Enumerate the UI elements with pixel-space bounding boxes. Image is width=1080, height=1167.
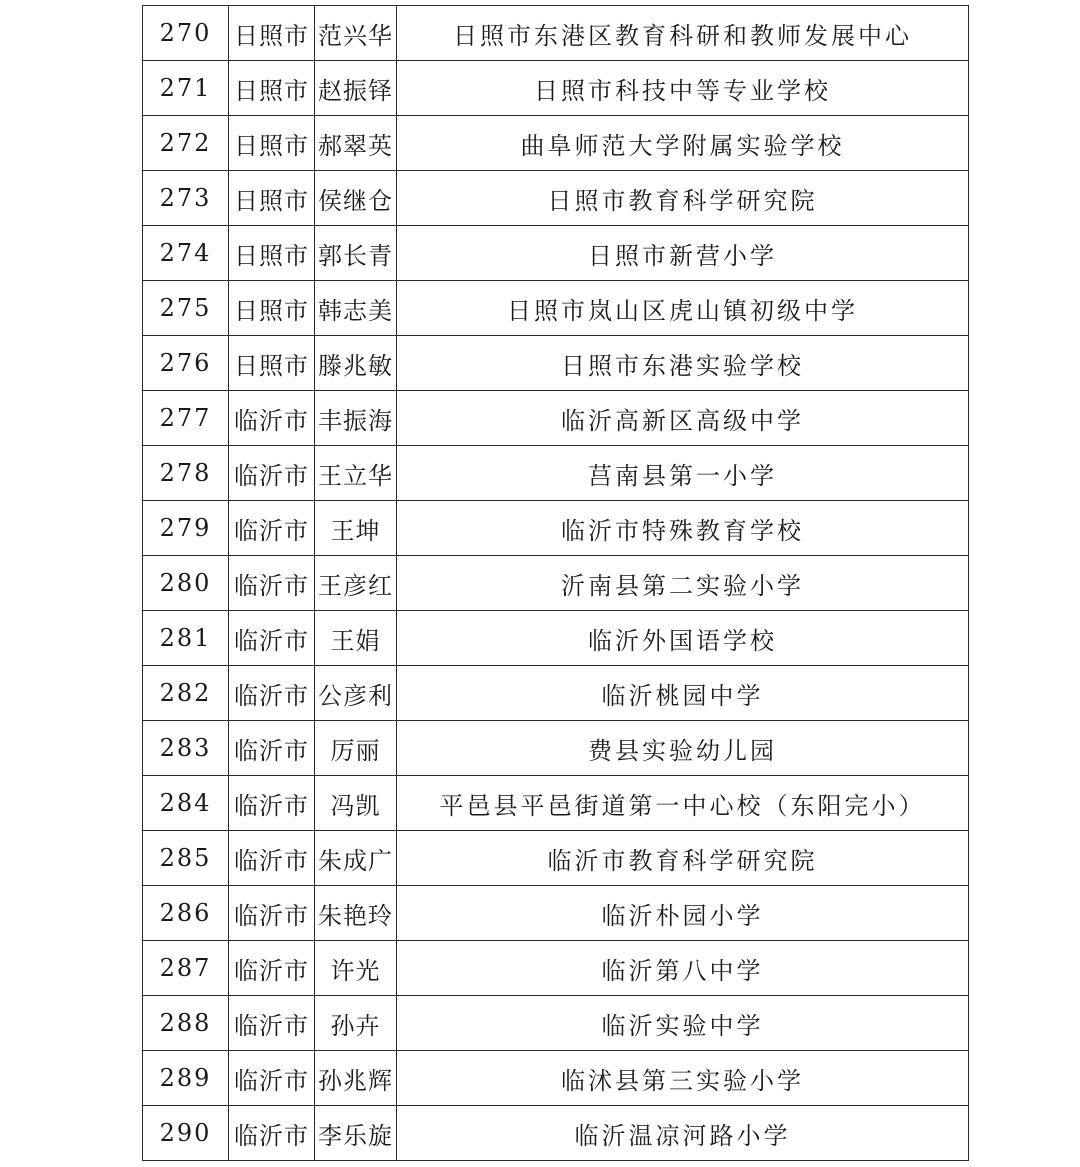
row-number-cell: 286 (143, 886, 229, 941)
row-number-cell: 270 (143, 6, 229, 61)
table-row (143, 226, 969, 281)
table-row (143, 336, 969, 391)
table-row (143, 391, 969, 446)
row-number-cell: 277 (143, 391, 229, 446)
organization-cell: 日照市东港区教育科研和教师发展中心 (397, 6, 969, 61)
organization-cell: 临沂外国语学校 (397, 611, 969, 666)
city-cell: 临沂市 (229, 721, 315, 776)
table-row (143, 171, 969, 226)
row-number-cell: 281 (143, 611, 229, 666)
organization-cell: 沂南县第二实验小学 (397, 556, 969, 611)
city-cell: 临沂市 (229, 446, 315, 501)
row-number-cell: 271 (143, 61, 229, 116)
table-row (143, 831, 969, 886)
teacher-list-table (142, 5, 969, 1161)
table-row (143, 501, 969, 556)
row-number-cell: 282 (143, 666, 229, 721)
row-number-cell: 276 (143, 336, 229, 391)
row-number-cell: 274 (143, 226, 229, 281)
teacher-name-cell: 赵振铎 (315, 61, 397, 116)
teacher-name-cell: 韩志美 (315, 281, 397, 336)
table-row (143, 116, 969, 171)
table-row (143, 996, 969, 1051)
organization-cell: 日照市教育科学研究院 (397, 171, 969, 226)
organization-cell: 临沂实验中学 (397, 996, 969, 1051)
city-cell: 临沂市 (229, 501, 315, 556)
row-number-cell: 285 (143, 831, 229, 886)
organization-cell: 临沂市教育科学研究院 (397, 831, 969, 886)
city-cell: 临沂市 (229, 996, 315, 1051)
table-row (143, 776, 969, 831)
row-number-cell: 275 (143, 281, 229, 336)
table-row (143, 721, 969, 776)
city-cell: 临沂市 (229, 1106, 315, 1161)
organization-cell: 曲阜师范大学附属实验学校 (397, 116, 969, 171)
city-cell: 临沂市 (229, 941, 315, 996)
table-row (143, 1106, 969, 1161)
city-cell: 临沂市 (229, 831, 315, 886)
organization-cell: 临沂温凉河路小学 (397, 1106, 969, 1161)
city-cell: 日照市 (229, 61, 315, 116)
table-body (143, 6, 969, 1161)
city-cell: 临沂市 (229, 611, 315, 666)
organization-cell: 临沂高新区高级中学 (397, 391, 969, 446)
table-row (143, 556, 969, 611)
city-cell: 日照市 (229, 116, 315, 171)
organization-cell: 费县实验幼儿园 (397, 721, 969, 776)
teacher-name-cell: 朱成广 (315, 831, 397, 886)
row-number-cell: 280 (143, 556, 229, 611)
organization-cell: 日照市东港实验学校 (397, 336, 969, 391)
organization-cell: 临沂市特殊教育学校 (397, 501, 969, 556)
city-cell: 临沂市 (229, 776, 315, 831)
table-row (143, 941, 969, 996)
table-row (143, 6, 969, 61)
table-row (143, 61, 969, 116)
row-number-cell: 279 (143, 501, 229, 556)
organization-cell: 莒南县第一小学 (397, 446, 969, 501)
organization-cell: 日照市科技中等专业学校 (397, 61, 969, 116)
city-cell: 日照市 (229, 226, 315, 281)
teacher-name-cell: 王彦红 (315, 556, 397, 611)
row-number-cell: 288 (143, 996, 229, 1051)
row-number-cell: 289 (143, 1051, 229, 1106)
city-cell: 临沂市 (229, 1051, 315, 1106)
teacher-name-cell: 王立华 (315, 446, 397, 501)
teacher-name-cell: 王坤 (315, 501, 397, 556)
row-number-cell: 272 (143, 116, 229, 171)
table-row (143, 281, 969, 336)
organization-cell: 临沂朴园小学 (397, 886, 969, 941)
teacher-name-cell: 公彦利 (315, 666, 397, 721)
row-number-cell: 287 (143, 941, 229, 996)
teacher-name-cell: 厉丽 (315, 721, 397, 776)
city-cell: 日照市 (229, 281, 315, 336)
teacher-name-cell: 冯凯 (315, 776, 397, 831)
teacher-name-cell: 孙兆辉 (315, 1051, 397, 1106)
city-cell: 临沂市 (229, 391, 315, 446)
table-row (143, 666, 969, 721)
city-cell: 日照市 (229, 171, 315, 226)
teacher-name-cell: 郭长青 (315, 226, 397, 281)
organization-cell: 日照市新营小学 (397, 226, 969, 281)
city-cell: 临沂市 (229, 556, 315, 611)
city-cell: 日照市 (229, 336, 315, 391)
table-row (143, 886, 969, 941)
teacher-name-cell: 丰振海 (315, 391, 397, 446)
organization-cell: 临沂桃园中学 (397, 666, 969, 721)
teacher-name-cell: 侯继仓 (315, 171, 397, 226)
row-number-cell: 284 (143, 776, 229, 831)
table-row (143, 1051, 969, 1106)
table-row (143, 446, 969, 501)
organization-cell: 临沂第八中学 (397, 941, 969, 996)
row-number-cell: 278 (143, 446, 229, 501)
row-number-cell: 273 (143, 171, 229, 226)
teacher-name-cell: 朱艳玲 (315, 886, 397, 941)
city-cell: 临沂市 (229, 666, 315, 721)
teacher-name-cell: 王娟 (315, 611, 397, 666)
row-number-cell: 283 (143, 721, 229, 776)
organization-cell: 临沭县第三实验小学 (397, 1051, 969, 1106)
teacher-name-cell: 滕兆敏 (315, 336, 397, 391)
city-cell: 临沂市 (229, 886, 315, 941)
organization-cell: 平邑县平邑街道第一中心校（东阳完小） (397, 776, 969, 831)
teacher-name-cell: 李乐旋 (315, 1106, 397, 1161)
teacher-name-cell: 许光 (315, 941, 397, 996)
teacher-name-cell: 范兴华 (315, 6, 397, 61)
organization-cell: 日照市岚山区虎山镇初级中学 (397, 281, 969, 336)
table-row (143, 611, 969, 666)
teacher-name-cell: 孙卉 (315, 996, 397, 1051)
row-number-cell: 290 (143, 1106, 229, 1161)
city-cell: 日照市 (229, 6, 315, 61)
teacher-name-cell: 郝翠英 (315, 116, 397, 171)
